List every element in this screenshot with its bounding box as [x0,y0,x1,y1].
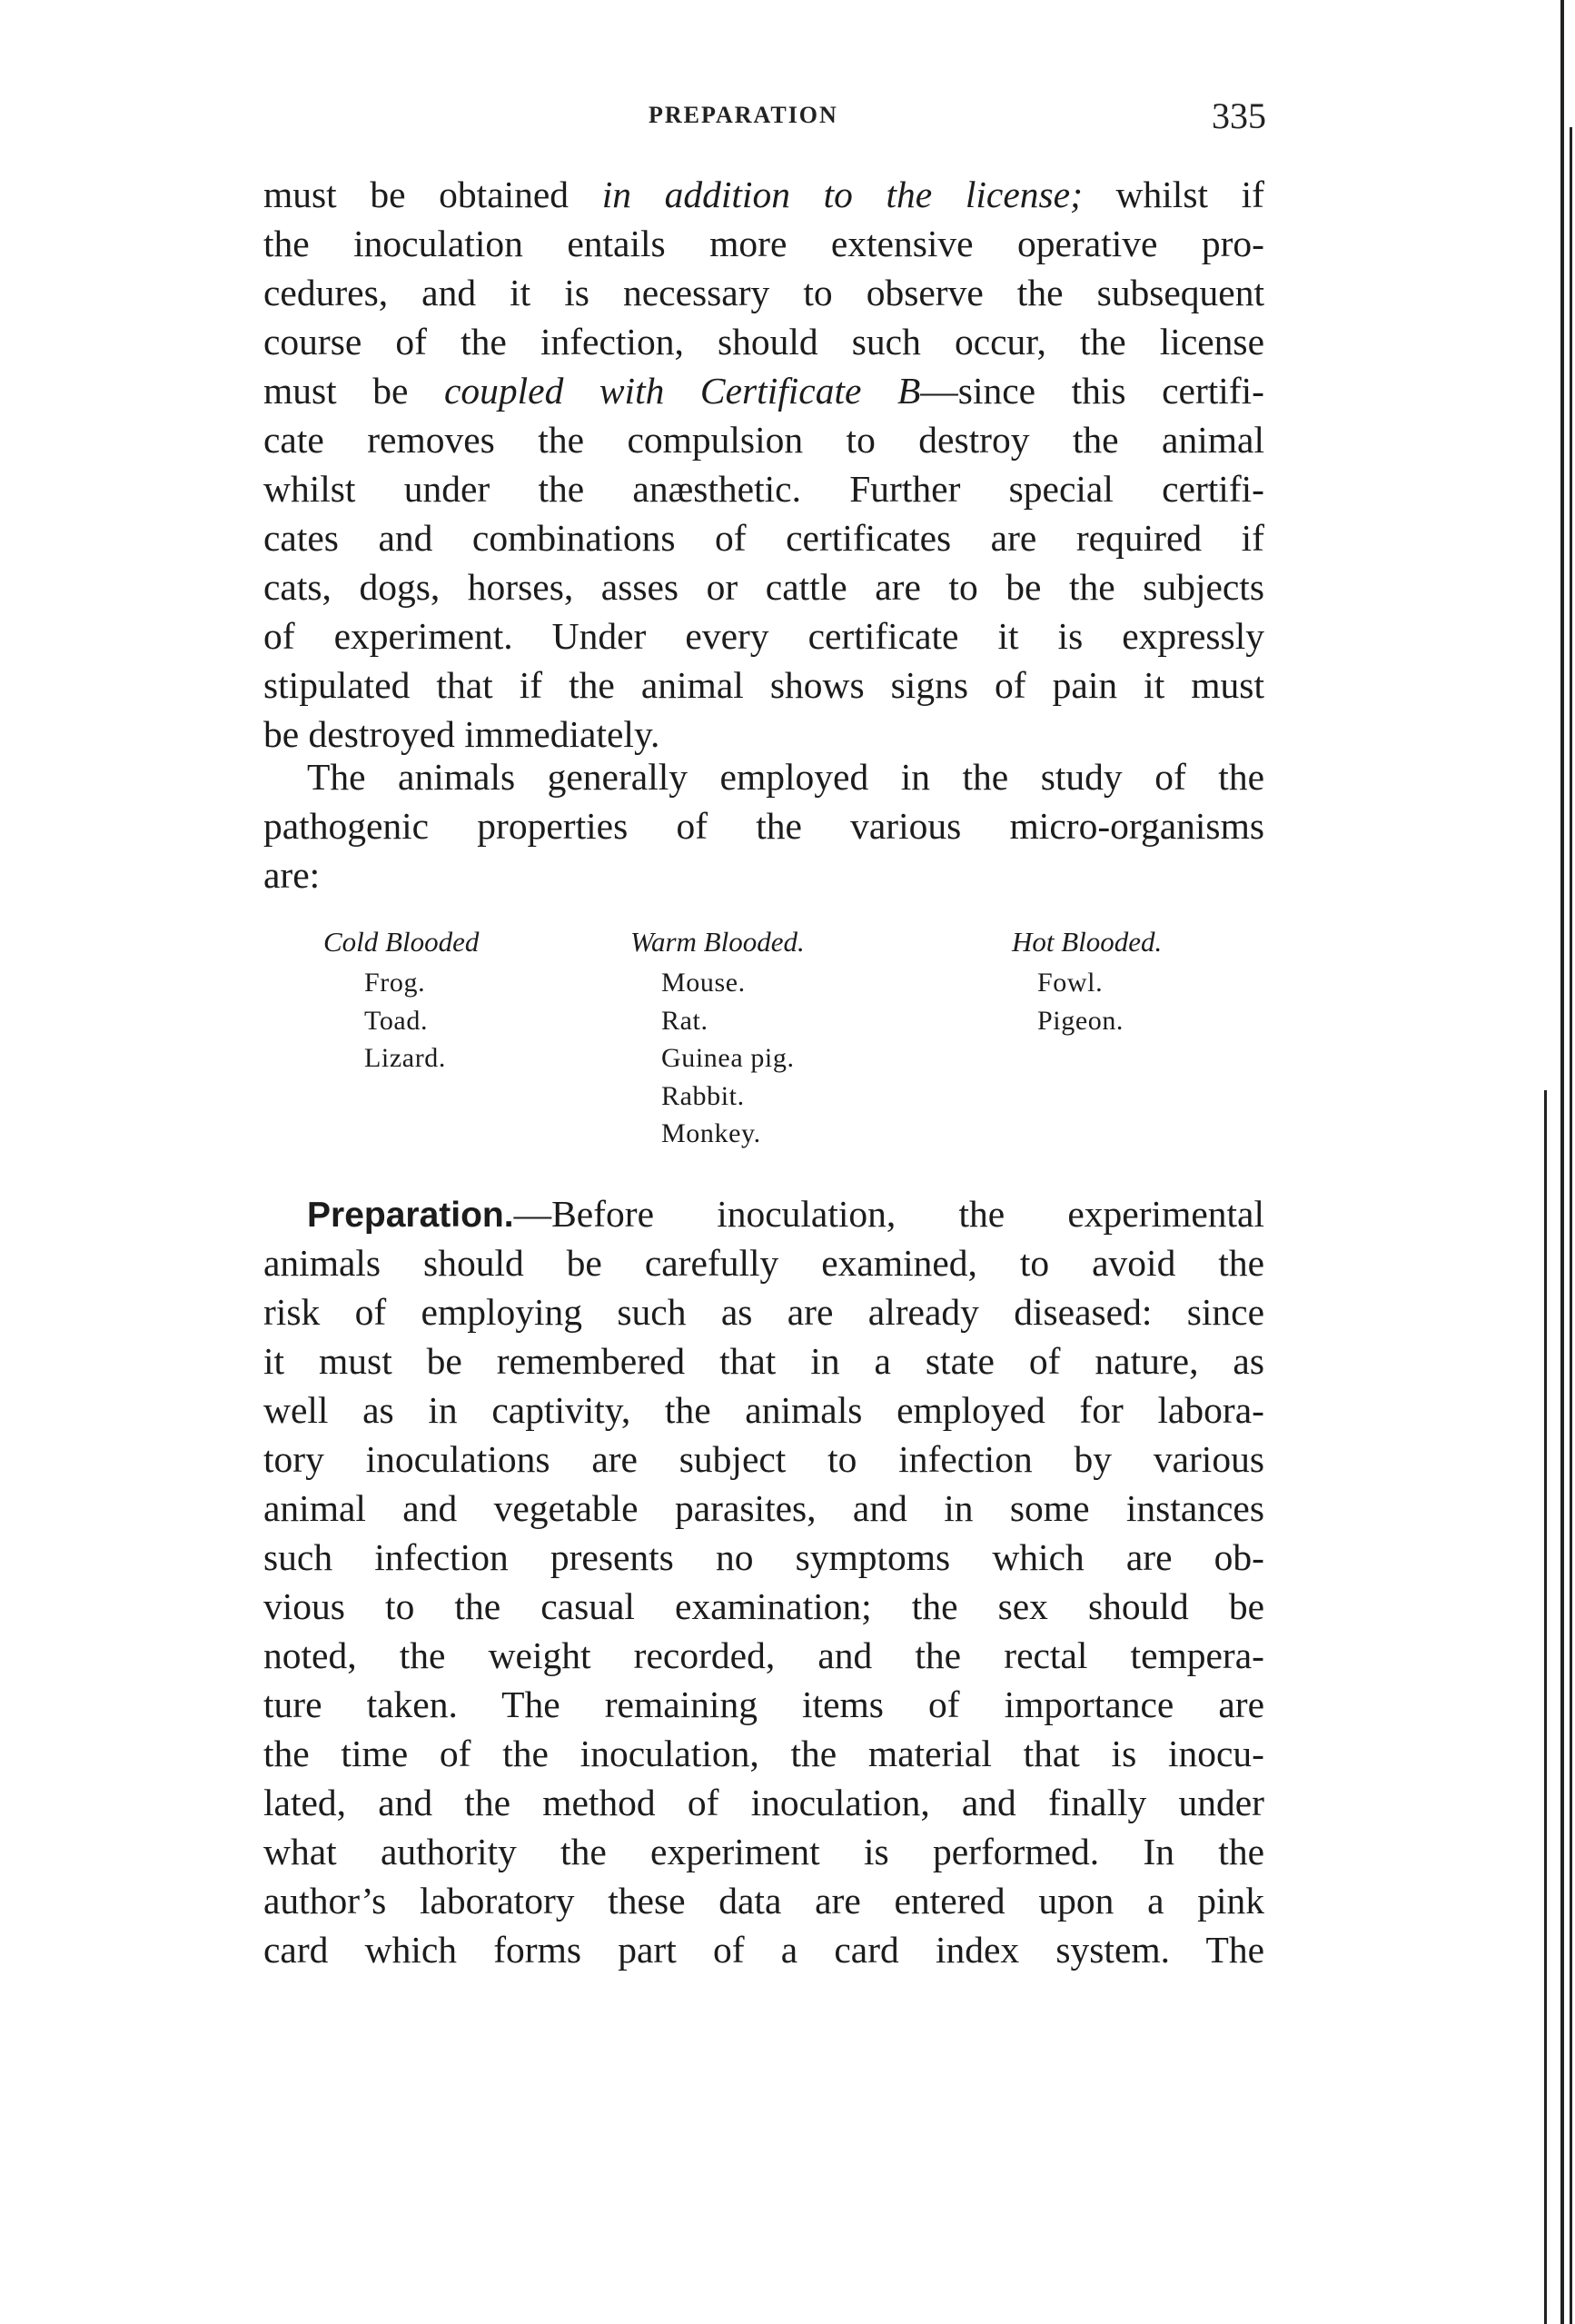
column-items [630,964,805,1153]
list-item: Fowl. [1037,968,1104,998]
column-heading: Hot Blooded. [1012,926,1163,958]
text-line: be destroyed immediately. [263,713,660,755]
text-line: vious to the casual examination; the sex should be [263,1585,1264,1627]
text-line: Preparation.—Before inoculation, the experimental [307,1193,1264,1235]
text-line: animals should be carefully examined, to avoid the [263,1242,1264,1284]
list-item: Pigeon. [1037,1005,1124,1036]
paragraph-animals-employed [263,752,1264,899]
text-line: the inoculation entails more extensive operative pro- [263,223,1264,264]
text-line: tory inoculations are subject to infection by various [263,1438,1264,1480]
text-line: The animals generally employed in the study of the [307,756,1264,798]
scan-edge-line [1570,127,1572,2324]
list-item: Guinea pig. [661,1043,795,1073]
text-line: card which forms part of a card index system. The [263,1929,1264,1971]
text-line: ture taken. The remaining items of importance are [263,1683,1264,1725]
paragraph-license-certificates [263,170,1264,759]
text-line: whilst under the anæsthetic. Further special certifi- [263,468,1264,510]
text-line: it must be remembered that in a state of nature, as [263,1340,1264,1382]
column-items [323,964,479,1078]
text-line: are: [263,854,321,896]
text-line: such infection presents no symptoms which are ob- [263,1536,1264,1578]
text-line: lated, and the method of inoculation, and finally under [263,1782,1264,1823]
text-line: of experiment. Under every certificate it is expressly [263,615,1264,657]
text-line: animal and vegetable parasites, and in some instances [263,1487,1264,1529]
text-line: well as in captivity, the animals employed for labora- [263,1389,1264,1431]
text-line: the time of the inoculation, the material that is inocu- [263,1733,1264,1774]
text-line: must be obtained in addition to the license; whilst if [263,174,1264,215]
table-column-warm-blooded [630,922,805,1153]
scan-edge-line [1544,1090,1547,2324]
section-heading: Preparation. [307,1196,514,1235]
text-line: course of the infection, should such occur, the license [263,321,1264,363]
italic-phrase: in addition to the license; [601,174,1083,215]
text-line: cates and combinations of certificates are required if [263,517,1264,559]
text-line: noted, the weight recorded, and the rectal tempera- [263,1634,1264,1676]
column-heading: Cold Blooded [323,926,480,958]
text-line: risk of employing such as are already diseased: since [263,1291,1264,1333]
text-line: cate removes the compulsion to destroy the animal [263,419,1264,461]
list-item: Lizard. [364,1043,446,1073]
running-head: PREPARATION [649,102,838,128]
animal-classification-table [263,922,1264,1167]
text-line: cats, dogs, horses, asses or cattle are to be the subjects [263,566,1264,608]
column-heading: Warm Blooded. [630,926,805,958]
text-line: pathogenic properties of the various micro-organisms [263,805,1264,847]
column-items [1012,964,1162,1039]
italic-phrase: coupled with Certificate B [443,370,921,412]
list-item: Rabbit. [661,1080,745,1111]
text-line: what authority the experiment is performed. In the [263,1831,1264,1872]
list-item: Toad. [364,1005,429,1036]
text-line: must be coupled with Certificate B—since this certifi- [263,370,1264,412]
page-number: 335 [1212,95,1266,136]
scan-edge-line [1560,0,1564,2324]
list-item: Frog. [364,968,426,998]
list-item: Mouse. [661,968,746,998]
list-item: Monkey. [661,1118,761,1148]
text-line: stipulated that if the animal shows signs of pain it must [263,664,1264,706]
table-column-cold-blooded [323,922,479,1078]
page-header [263,95,1266,144]
table-column-hot-blooded [1012,922,1162,1039]
paragraph-preparation [263,1189,1264,1974]
text-line: author’s laboratory these data are entered upon a pink [263,1880,1264,1922]
list-item: Rat. [661,1005,708,1036]
text-line: cedures, and it is necessary to observe the subsequent [263,272,1264,313]
